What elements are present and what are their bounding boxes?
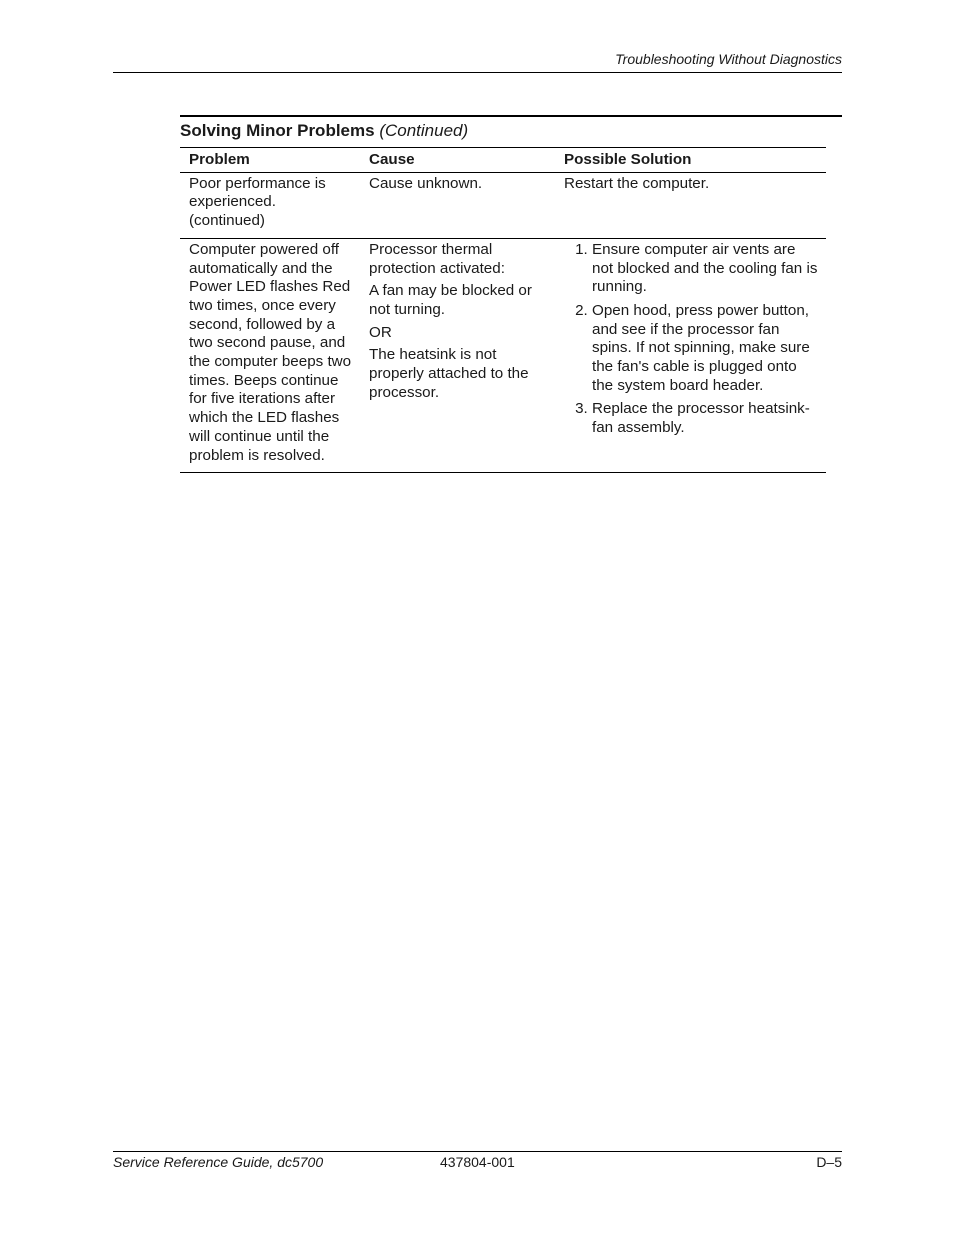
- problem-cell: Poor performance is experienced. (continued): [180, 172, 360, 238]
- footer-page-number: D–5: [816, 1154, 842, 1170]
- cause-cell: [360, 238, 555, 472]
- problem-cell: Computer powered off automatically and the Power LED flashes Red two times, once every second, followed by a two second pause, and the computer beeps two times. Beeps continue for five iterations after which the LED flashes will continue until the problem is resolved.: [180, 238, 360, 472]
- table-caption-title: Solving Minor Problems: [180, 121, 375, 140]
- table-header-row: [180, 148, 826, 173]
- column-header-cause: Cause: [360, 148, 555, 173]
- header-rule: [113, 72, 842, 73]
- cause-text: The heatsink is not properly attached to the processor.: [369, 346, 529, 401]
- table-row: [180, 172, 826, 238]
- solution-cell: [555, 172, 826, 238]
- column-header-solution: Possible Solution: [555, 148, 826, 173]
- table-caption-continued: (Continued): [379, 121, 469, 140]
- solving-minor-problems-table: [180, 115, 842, 473]
- column-header-problem: Problem: [180, 148, 360, 173]
- cause-text: Cause unknown.: [369, 174, 483, 192]
- solution-step: 1. Ensure computer air vents are not blocked and the cooling fan is running.: [592, 241, 820, 297]
- footer-rule: [113, 1151, 842, 1152]
- cause-or-separator: OR: [369, 323, 392, 341]
- table-caption: [180, 117, 842, 147]
- solution-steps-list: [564, 241, 820, 438]
- problems-table: [180, 147, 826, 473]
- cause-text: A fan may be blocked or not turning.: [369, 282, 532, 318]
- running-header: Troubleshooting Without Diagnostics: [615, 51, 842, 67]
- solution-text: Restart the computer.: [564, 174, 710, 192]
- footer-part-number: 437804-001: [440, 1154, 515, 1170]
- table-row: [180, 238, 826, 472]
- solution-step: 3. Replace the processor heatsink-fan assembly.: [592, 400, 820, 437]
- solution-step: 2. Open hood, press power button, and see if the processor fan spins. If not spinning, make sure the fan's cable is plugged onto the system board header.: [592, 302, 820, 396]
- solution-cell: [555, 238, 826, 472]
- cause-cell: [360, 172, 555, 238]
- footer-guide-title: Service Reference Guide, dc5700: [113, 1154, 324, 1170]
- cause-text: Processor thermal protection activated:: [369, 240, 505, 277]
